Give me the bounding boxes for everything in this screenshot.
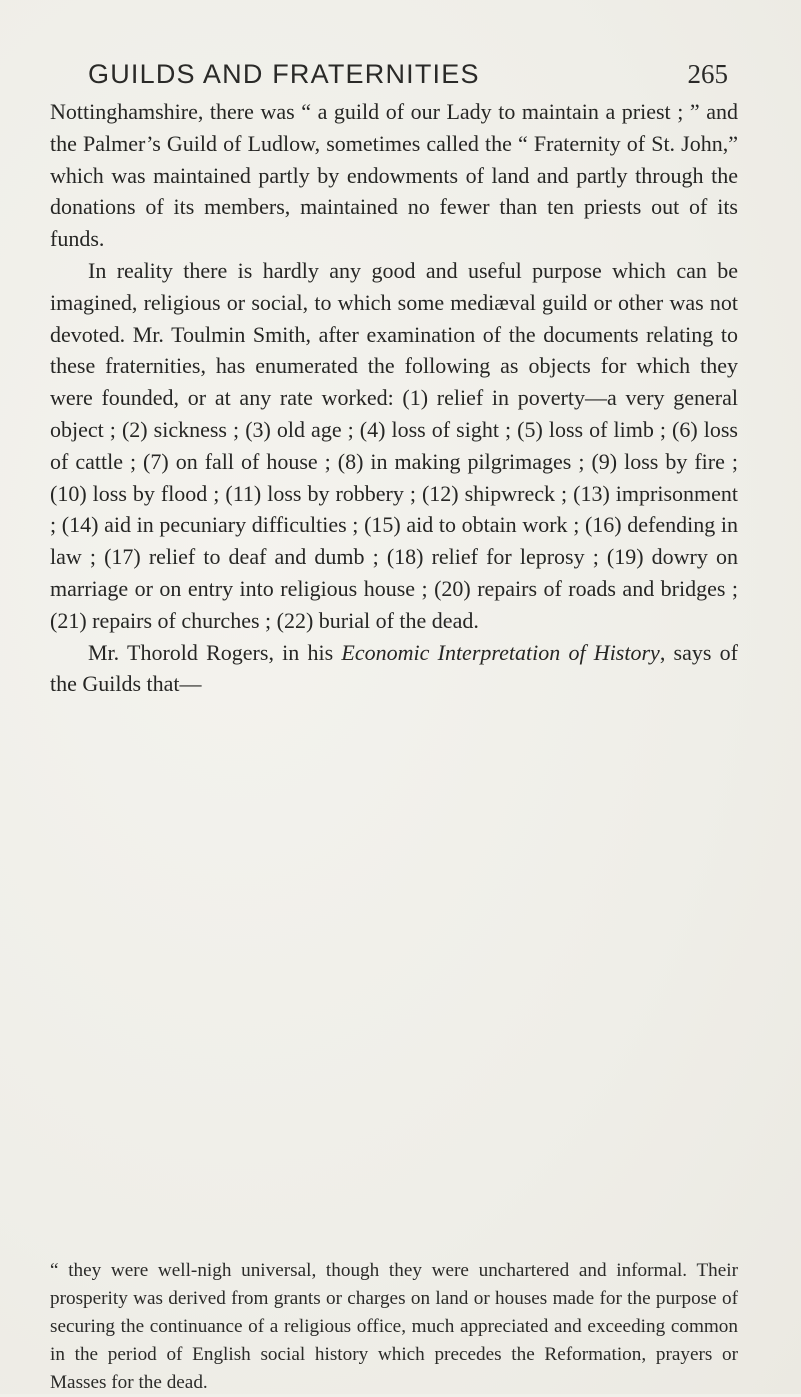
rogers-intro-before: Mr. Thorold Rogers, in his: [88, 639, 342, 665]
block-quote-text: “ they were well-nigh universal, though they were unchartered and informal. Their prosperity was derived from grants or charges on land or houses made for the purpose of securing the continuance of a religious office, much appreciated and exceeding common in the period of English social history which precedes the Reformation, prayers or Masses for the dead.: [50, 1260, 738, 1393]
paragraph-rogers-intro: [50, 637, 738, 701]
running-head-title: GUILDS AND FRATERNITIES: [88, 59, 480, 89]
block-quote: [50, 1257, 738, 1397]
rogers-intro-after: , says of the Guilds that—: [50, 639, 738, 697]
running-head: [88, 59, 728, 99]
paragraph-guild-objects: In reality there is hardly any good and useful purpose which can be imagined, religious or social, to which some mediæval guild or other was not devoted. Mr. Toulmin Smith, after examination of the documents relating to these fraternities, has enumerated the following as objects for which they were founded, or at any rate worked: (1) relief in poverty—a very general object ; (2) sickness ; (3) old age ; (4) loss of sight ; (5) loss of limb ; (6) loss of cattle ; (7) on fall of house ; (8) in making pilgrimages ; (9) loss by fire ; (10) loss by flood ; (11) loss by robbery ; (12) shipwreck ; (13) imprisonment ; (14) aid in pecuniary difficulties ; (15) aid to obtain work ; (16) defending in law ; (17) relief to deaf and dumb ; (18) relief for leprosy ; (19) dowry on marriage or on entry into religious house ; (20) repairs of roads and bridges ; (21) repairs of churches ; (22) burial of the dead.: [50, 257, 738, 633]
book-title-italic: Economic Interpretation of History: [341, 639, 660, 665]
page-number: 265: [687, 59, 728, 89]
body-text: [50, 96, 738, 700]
paragraph-guild-examples: Nottinghamshire, there was “ a guild of our Lady to maintain a priest ; ” and the Palmer’s Guild of Ludlow, sometimes called the “ Fraternity of St. John,” which was maintained partly by endowments of land and partly through the donations of its members, maintained no fewer than ten priests out of its funds.: [50, 99, 738, 252]
